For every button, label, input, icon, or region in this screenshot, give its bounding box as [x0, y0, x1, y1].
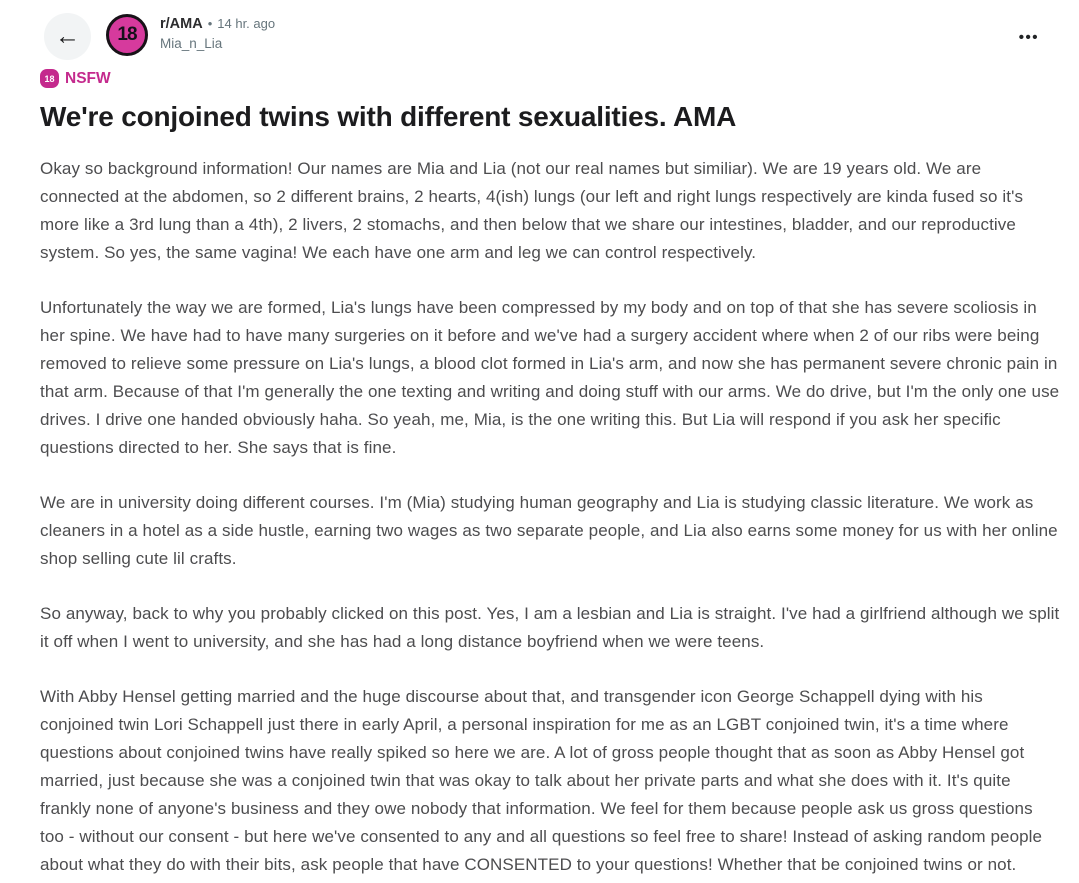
- meta-separator: •: [207, 16, 213, 31]
- post-author[interactable]: Mia_n_Lia: [160, 36, 223, 51]
- more-options-button[interactable]: [1015, 25, 1043, 50]
- post-meta-line: [160, 16, 275, 32]
- post-paragraph-5: With Abby Hensel getting married and the huge discourse about that, and transgender icon George Schappell dying with his conjoined twin Lori Schappell just there in early April, a personal inspiration for me as an LGBT conjoined twin, it's a time where questions about conjoined twins have really spiked so here we are. A lot of gross people thought that as soon as Abby Hensel got married, just because she was a conjoined twin that was okay to talk about her private parts and what she does with it. It's quite frankly none of anyone's business and they owe nobody that information. We feel for them because people ask us gross questions too - without our consent - but here we've consented to any and all questions so feel free to share! Instead of asking random people about what they do with their bits, ask people that have CONSENTED to your questions! Whether that be conjoined twins or not.: [40, 687, 1043, 874]
- post-body: [40, 155, 1060, 879]
- nsfw-18-icon: 18: [40, 69, 59, 88]
- post-time: 14 hr. ago: [217, 16, 276, 31]
- nsfw-tag: [40, 69, 1079, 88]
- nsfw-label: NSFW: [65, 69, 111, 87]
- back-arrow-icon: ←: [55, 22, 80, 50]
- back-button[interactable]: [44, 13, 91, 60]
- post-paragraph-4: So anyway, back to why you probably clicked on this post. Yes, I am a lesbian and Lia is straight. I've had a girlfriend although we split it off when I went to university, and she has had a long distance boyfriend when we were teens.: [40, 604, 1060, 651]
- post-paragraph-2: Unfortunately the way we are formed, Lia's lungs have been compressed by my body and on top of that she has severe scoliosis in her spine. We have had to have many surgeries on it before and we've had a surgery accident where when 2 of our ribs were being removed to relieve some pressure on Lia's lungs, a blood clot formed in Lia's arm, and now she has permanent severe chronic pain in that arm. Because of that I'm generally the one texting and writing and doing stuff with our arms. We do drive, but I'm the only one use drives. I drive one handed obviously haha. So yeah, me, Mia, is the one writing this. But Lia will respond if you ask her specific questions directed to her. She says that is fine.: [40, 298, 1060, 457]
- subreddit-avatar[interactable]: [106, 14, 148, 56]
- post-paragraph-3: We are in university doing different courses. I'm (Mia) studying human geography and Lia is studying classic literature. We work as cleaners in a hotel as a side hustle, earning two wages as two separate people, and Lia also earns some money for us with her online shop selling cute lil crafts.: [40, 493, 1058, 568]
- more-options-icon: •••: [1018, 29, 1039, 46]
- subreddit-name[interactable]: r/AMA: [160, 16, 203, 32]
- post-header: [0, 0, 1079, 60]
- post-meta: [160, 13, 275, 51]
- post-paragraph-1: Okay so background information! Our names are Mia and Lia (not our real names but similiar). We are 19 years old. We are connected at the abdomen, so 2 different brains, 2 hearts, 4(ish) lungs (our left and right lungs respectively are kinda fused so it's more like a 3rd lung than a 4th), 2 livers, 2 stomachs, and then below that we share our intestines, bladder, and our reproductive system. So yes, the same vagina! We each have one arm and leg we can control respectively.: [40, 159, 1024, 262]
- post-title: We're conjoined twins with different sexualities. AMA: [40, 101, 737, 132]
- avatar-18-text: 18: [117, 24, 137, 45]
